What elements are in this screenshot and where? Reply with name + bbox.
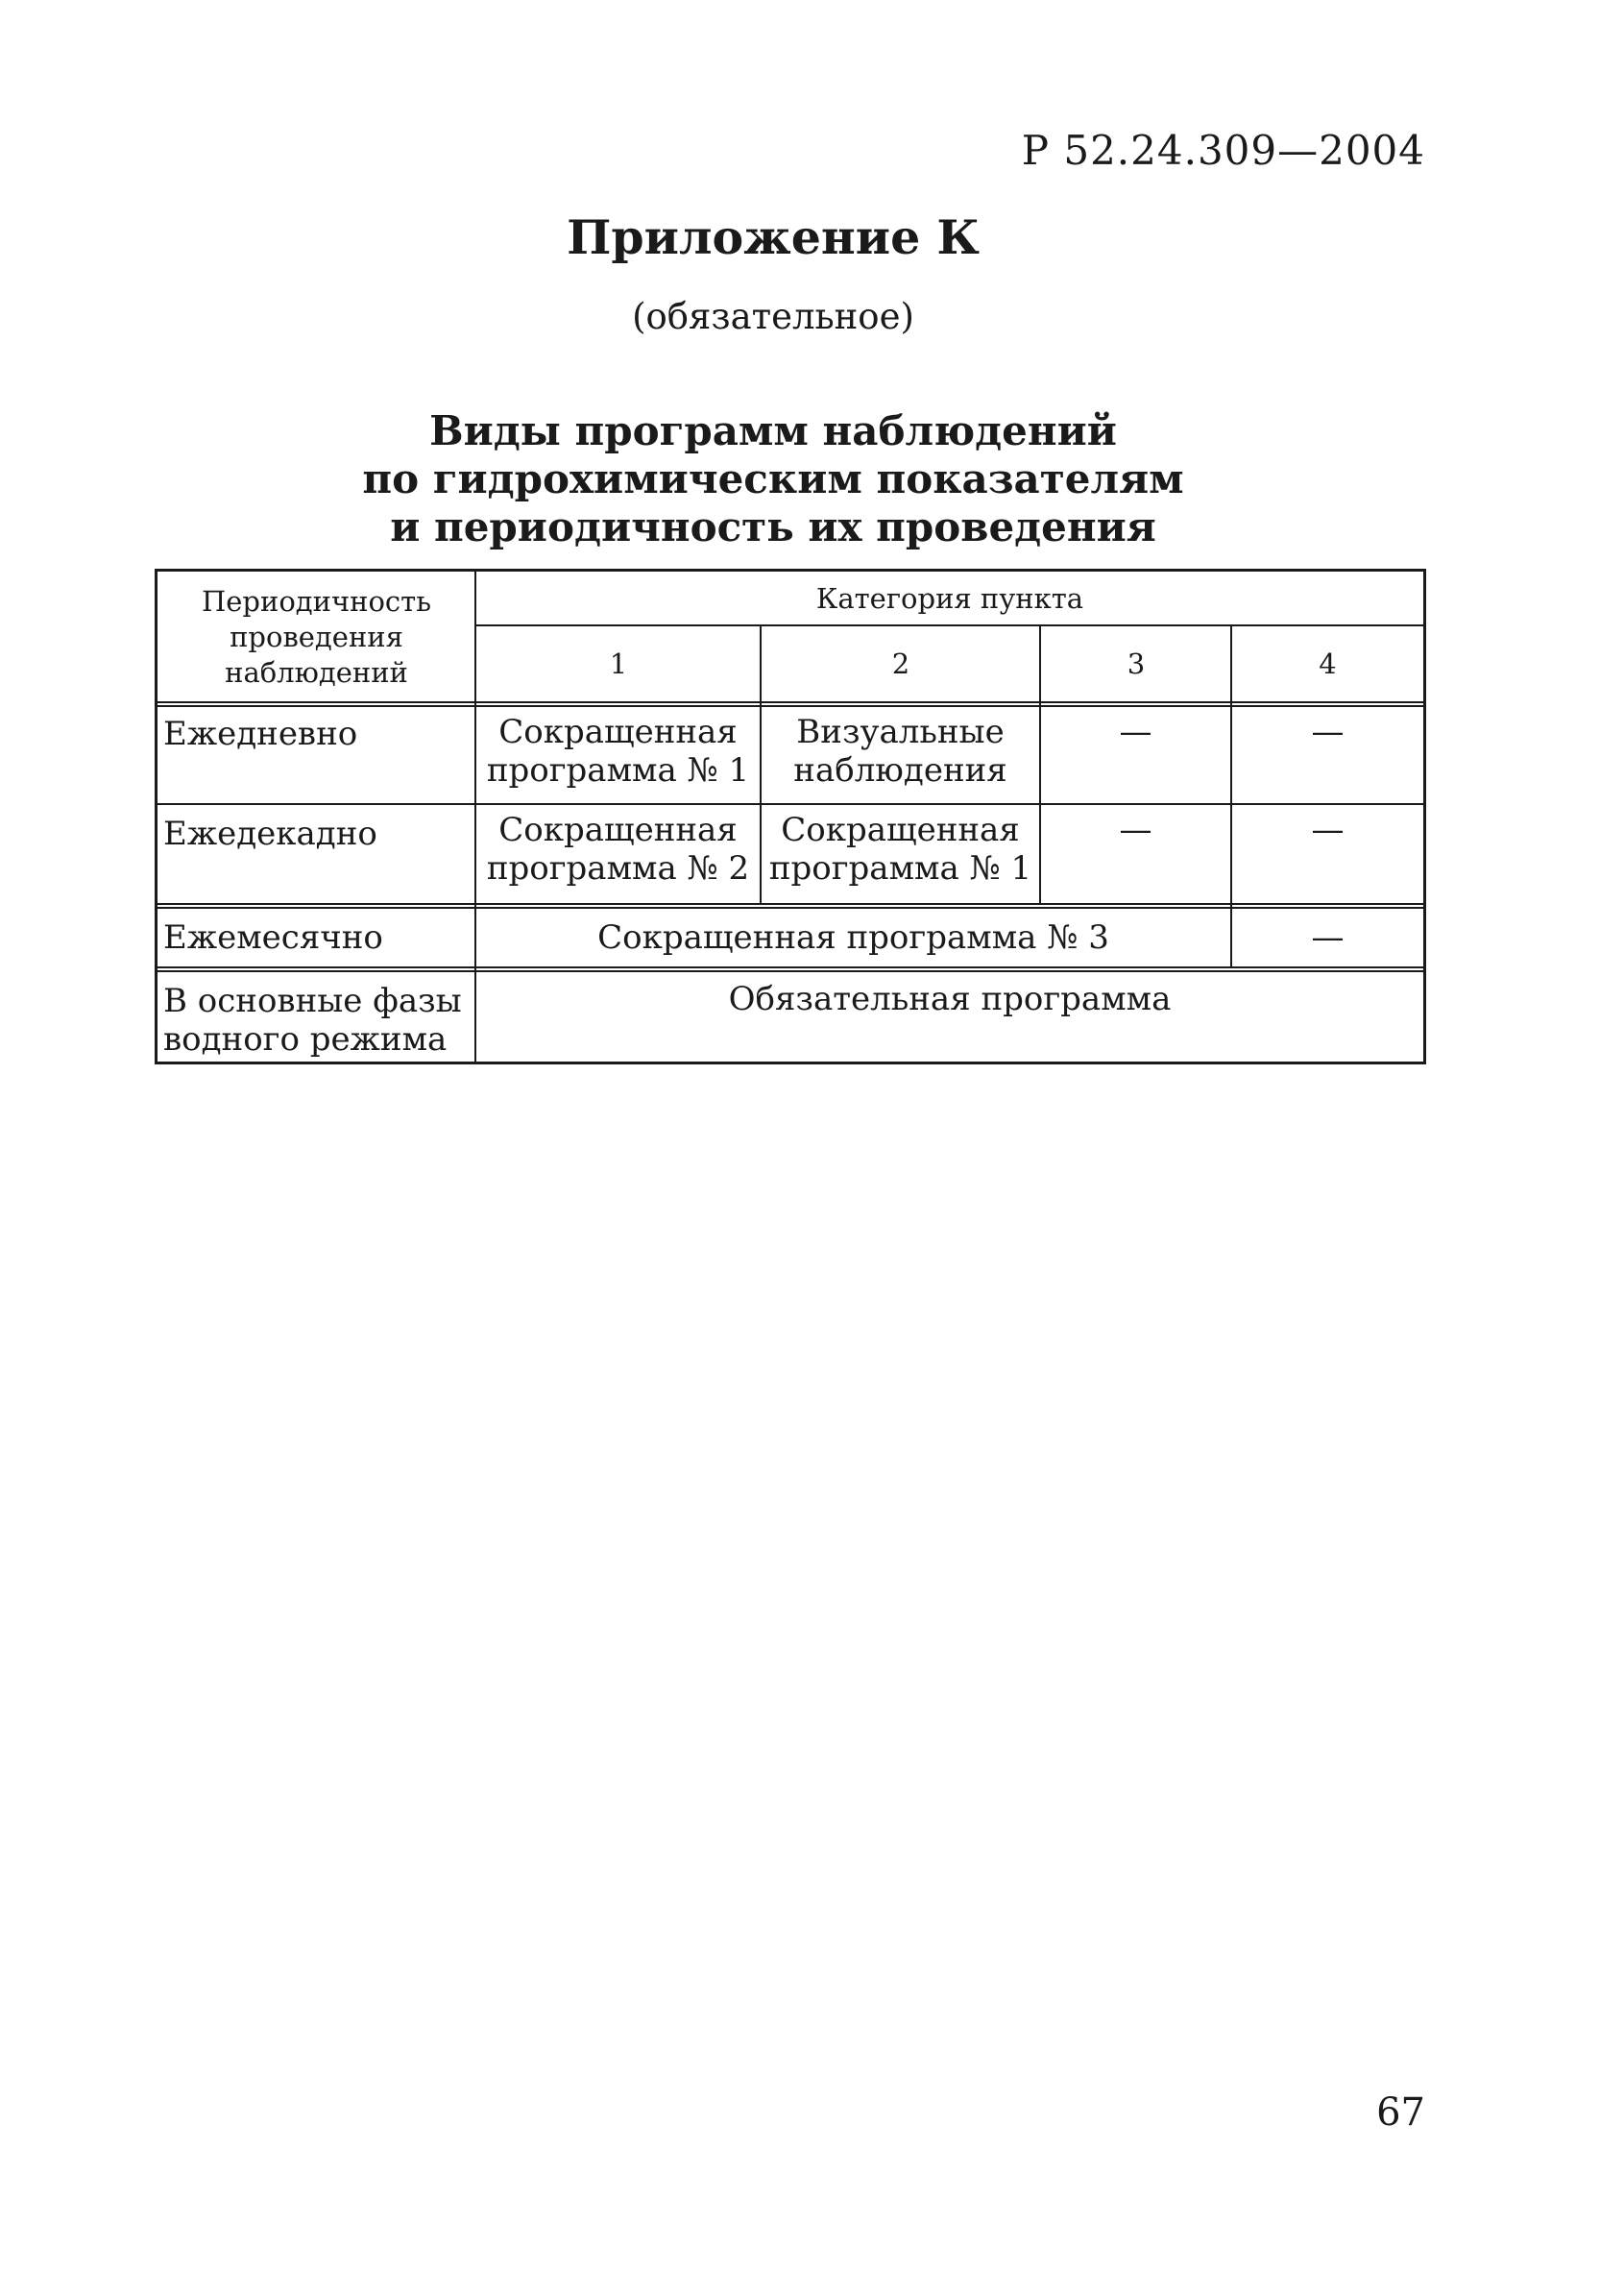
row-1-category-4: —	[1311, 713, 1345, 751]
table-title-line-3: и периодичность их проведения	[390, 503, 1156, 550]
row-2-category-2: Сокращенная программа № 1	[768, 811, 1032, 888]
category-4-header: 4	[1319, 647, 1337, 680]
appendix-status: (обязательное)	[632, 296, 914, 337]
observation-programs-table	[155, 569, 1426, 1064]
period-column-header: Периодичность проведения наблюдений	[201, 585, 432, 689]
table-title-line-1: Виды программ наблюдений	[429, 407, 1117, 454]
row-4-period: В основные фазы водного режима	[163, 982, 462, 1059]
row-2-category-1: Сокращенная программа № 2	[486, 811, 750, 888]
document-code: Р 52.24.309—2004	[1021, 127, 1425, 174]
page-number: 67	[1376, 2090, 1425, 2135]
row-3-period: Ежемесячно	[163, 918, 383, 957]
category-1-header: 1	[609, 647, 628, 680]
row-3-category-4: —	[1311, 918, 1345, 957]
row-1-period: Ежедневно	[163, 715, 358, 753]
row-4-all-categories: Обязательная программа	[728, 980, 1172, 1018]
table-title	[0, 407, 1546, 551]
row-3-categories-1-3: Сокращенная программа № 3	[597, 918, 1109, 957]
row-2-category-3: —	[1119, 811, 1152, 849]
row-2-category-4: —	[1311, 811, 1345, 849]
row-1-category-2: Визуальные наблюдения	[793, 713, 1007, 790]
category-header: Категория пункта	[815, 581, 1084, 615]
row-2-period: Ежедекадно	[163, 815, 377, 853]
appendix-title: Приложение К	[567, 209, 980, 265]
category-3-header: 3	[1127, 647, 1146, 680]
table-title-line-2: по гидрохимическим показателям	[362, 455, 1184, 502]
category-2-header: 2	[891, 647, 910, 680]
row-1-category-1: Сокращенная программа № 1	[486, 713, 750, 790]
row-1-category-3: —	[1119, 713, 1152, 751]
